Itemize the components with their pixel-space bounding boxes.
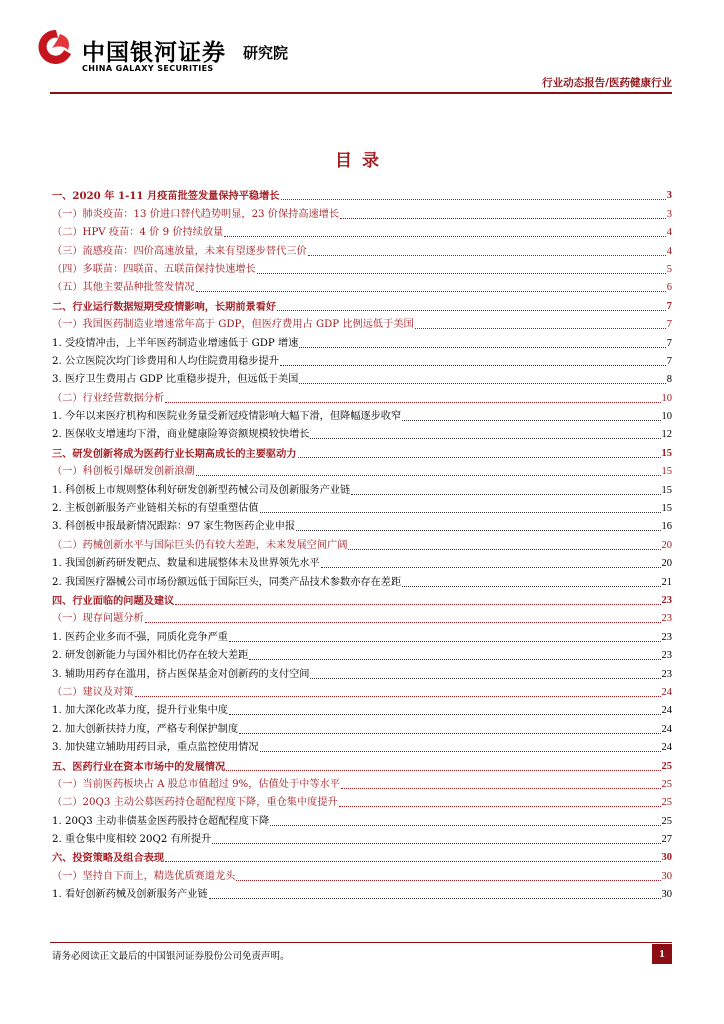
toc-entry-text: （五）其他主要品种批签发情况 [52, 282, 195, 294]
toc-leader-dots [299, 383, 665, 384]
toc-entry-text: 1. 看好创新药械及创新服务产业链 [52, 889, 208, 901]
toc-entry-text: （二）HPV 疫苗：4 价 9 价持续放量 [52, 227, 224, 239]
toc-entry[interactable] [52, 461, 672, 479]
toc-entry-text: 1. 加大深化改革力度，提升行业集中度 [52, 705, 228, 717]
toc-entry[interactable] [52, 534, 672, 552]
toc-entry-text: 2. 公立医院次均门诊费用和人均住院费用稳步提升 [52, 355, 279, 367]
toc-entry[interactable] [52, 829, 672, 847]
toc-entry-page: 15 [661, 503, 672, 515]
toc-entry-text: 五、医药行业在资本市场中的发展情况 [52, 760, 226, 773]
toc-entry-text: （二）行业经营数据分析 [52, 392, 165, 404]
toc-entry-text: （二）20Q3 主动公募医药持仓超配程度下降，重仓集中度提升 [52, 797, 338, 809]
toc-leader-dots [165, 402, 660, 403]
brand-name: 中国银河证券 [82, 40, 226, 66]
toc-entry[interactable] [52, 737, 672, 755]
toc-entry-text: 六、投资策略及组合表现 [52, 852, 165, 865]
toc-entry[interactable] [52, 222, 672, 240]
toc-entry-text: （一）科创板引爆研发创新浪潮 [52, 466, 195, 478]
toc-entry-text: 三、研发创新将成为医药行业长期高成长的主要驱动力 [52, 447, 297, 460]
toc-entry-page: 10 [661, 411, 672, 423]
toc-entry[interactable] [52, 295, 672, 313]
toc-leader-dots [175, 604, 660, 605]
toc-leader-dots [402, 586, 660, 587]
toc-entry-page: 7 [666, 300, 672, 312]
toc-leader-dots [145, 622, 661, 623]
toc-entry-text: 3. 加快建立辅助用药目录，重点监控使用情况 [52, 742, 259, 754]
toc-entry[interactable] [52, 277, 672, 295]
disclaimer: 请务必阅读正文最后的中国银河证券股份公司免责声明。 [52, 951, 290, 962]
toc-entry-text: 2. 主板创新服务产业链相关标的有望重塑估值 [52, 503, 259, 515]
toc-leader-dots [226, 770, 660, 771]
toc-entry-page: 24 [661, 742, 672, 754]
toc-entry-page: 24 [661, 686, 672, 698]
toc-entry-text: 3. 辅助用药存在滥用，挤占医保基金对创新药的支付空间 [52, 668, 310, 680]
toc-leader-dots [340, 218, 666, 219]
toc-entry[interactable] [52, 865, 672, 883]
toc-entry[interactable] [52, 387, 672, 405]
toc-entry-page: 7 [666, 319, 672, 331]
toc-entry-text: （一）我国医药制造业增速常年高于 GDP，但医疗费用占 GDP 比例远低于美国 [52, 319, 414, 331]
toc-entry[interactable] [52, 810, 672, 828]
toc-entry[interactable] [52, 755, 672, 773]
toc-leader-dots [277, 310, 666, 311]
toc-leader-dots [229, 641, 661, 642]
toc-entry-page: 4 [666, 245, 672, 257]
toc-leader-dots [236, 880, 660, 881]
toc-entry[interactable] [52, 645, 672, 663]
toc-entry[interactable] [52, 259, 672, 277]
toc-entry-text: （一）坚持自下而上，精选优质赛道龙头 [52, 870, 236, 882]
toc-entry-page: 3 [666, 208, 672, 220]
toc-entry-page: 23 [661, 668, 672, 680]
toc-entry-page: 24 [661, 705, 672, 717]
toc-entry[interactable] [52, 847, 672, 865]
toc-entry-text: （二）建议及对策 [52, 686, 134, 698]
toc-entry-page: 23 [661, 613, 672, 625]
institute-name: 研究院 [243, 44, 289, 62]
toc-entry[interactable] [52, 682, 672, 700]
toc-entry-page: 6 [666, 282, 672, 294]
toc-entry[interactable] [52, 351, 672, 369]
toc-leader-dots [229, 714, 661, 715]
toc-leader-dots [339, 806, 661, 807]
toc-leader-dots [260, 751, 661, 752]
toc-leader-dots [348, 549, 660, 550]
toc-entry[interactable] [52, 626, 672, 644]
toc-leader-dots [196, 291, 666, 292]
toc-entry[interactable] [52, 608, 672, 626]
toc-entry[interactable] [52, 442, 672, 460]
toc-entry[interactable] [52, 590, 672, 608]
toc-entry[interactable] [52, 700, 672, 718]
footer-rule [50, 942, 672, 943]
toc-entry-page: 16 [661, 521, 672, 533]
toc-entry[interactable] [52, 185, 672, 203]
toc-entry-text: 1. 医药企业多而不强，同质化竞争严重 [52, 631, 228, 643]
toc-entry[interactable] [52, 553, 672, 571]
toc-entry-text: 1. 20Q3 主动非债基金医药股持仓超配程度下降 [52, 815, 270, 827]
toc-entry-text: 二、行业运行数据短期受疫情影响，长期前景看好 [52, 300, 277, 313]
toc-entry-page: 30 [661, 852, 672, 864]
toc-entry-page: 23 [661, 594, 672, 606]
toc-leader-dots [249, 659, 660, 660]
toc-entry[interactable] [52, 571, 672, 589]
toc-leader-dots [224, 236, 665, 237]
toc-leader-dots [260, 512, 661, 513]
toc-entry-page: 25 [661, 778, 672, 790]
toc-entry-text: （一）当前医药板块占 A 股总市值超过 9%，估值处于中等水平 [52, 778, 340, 790]
toc-entry-text: 1. 受疫情冲击，上半年医药制造业增速低于 GDP 增速 [52, 337, 299, 349]
toc-entry-page: 3 [666, 190, 672, 202]
toc-leader-dots [310, 678, 660, 679]
toc-entry-page: 30 [661, 870, 672, 882]
toc-entry-page: 10 [661, 392, 672, 404]
toc-leader-dots [257, 273, 666, 274]
toc-entry-text: （四）多联苗：四联苗、五联苗保持快速增长 [52, 263, 256, 275]
document-type: 行业动态报告/医药健康行业 [542, 77, 672, 89]
toc-leader-dots [281, 199, 666, 200]
toc-entry-page: 15 [661, 447, 672, 459]
toc-leader-dots [351, 494, 660, 495]
toc-entry-text: 2. 医保收支增速均下滑，商业健康险筹资额规模较快增长 [52, 429, 310, 441]
toc-entry-page: 12 [661, 429, 672, 441]
toc-entry-page: 24 [661, 723, 672, 735]
toc-leader-dots [415, 328, 666, 329]
toc-entry-text: （三）流感疫苗：四价高速放量，未来有望逐步替代三价 [52, 245, 307, 257]
toc-entry[interactable] [52, 663, 672, 681]
toc-entry-text: 2. 加大创新扶持力度，严格专利保护制度 [52, 723, 239, 735]
toc-leader-dots [299, 347, 665, 348]
toc-entry-text: 一、2020 年 1-11 月疫苗批签发量保持平稳增长 [52, 190, 280, 203]
toc-entry-text: 四、行业面临的问题及建议 [52, 594, 175, 607]
toc-leader-dots [298, 457, 661, 458]
toc-entry-page: 8 [666, 374, 672, 386]
toc-entry-text: （一）现存问题分析 [52, 613, 144, 625]
brand-name-english: CHINA GALAXY SECURITIES [82, 64, 214, 73]
toc-entry-page: 5 [666, 263, 672, 275]
toc-entry-text: 2. 我国医疗器械公司市场份额远低于国际巨头，同类产品技术参数亦存在差距 [52, 576, 402, 588]
toc-entry[interactable] [52, 203, 672, 221]
toc-entry-page: 15 [661, 466, 672, 478]
toc-title: 目录 [335, 151, 389, 171]
toc-leader-dots [280, 365, 666, 366]
toc-leader-dots [402, 420, 660, 421]
toc-entry-text: （二）药械创新水平与国际巨头仍有较大差距，未来发展空间广阔 [52, 539, 348, 551]
toc-leader-dots [321, 567, 661, 568]
toc-entry[interactable] [52, 369, 672, 387]
toc-leader-dots [296, 530, 660, 531]
toc-leader-dots [212, 843, 660, 844]
toc-leader-dots [270, 825, 660, 826]
toc-entry-text: 3. 医疗卫生费用占 GDP 比重稳步提升，但远低于美国 [52, 374, 299, 386]
toc-entry[interactable] [52, 718, 672, 736]
toc-entry[interactable] [52, 314, 672, 332]
toc-entry-page: 30 [661, 889, 672, 901]
toc-entry-text: （一）肺炎疫苗：13 价进口替代趋势明显，23 价保持高速增长 [52, 208, 340, 220]
toc-leader-dots [341, 788, 661, 789]
toc-entry[interactable] [52, 774, 672, 792]
page-number: 1 [652, 944, 672, 964]
toc-entry[interactable] [52, 884, 672, 902]
toc-entry-page: 7 [666, 355, 672, 367]
toc-entry[interactable] [52, 479, 672, 497]
toc-entry-text: 3. 科创板申报最新情况跟踪：97 家生物医药企业申报 [52, 521, 296, 533]
toc-entry-text: 2. 研发创新能力与国外相比仍存在较大差距 [52, 650, 249, 662]
toc-entry-page: 25 [661, 815, 672, 827]
toc-entry[interactable] [52, 406, 672, 424]
toc-leader-dots [239, 733, 660, 734]
galaxy-logo-icon [38, 28, 74, 66]
toc-entry-page: 4 [666, 227, 672, 239]
toc-entry-text: 1. 我国创新药研发靶点、数量和进展整体未及世界领先水平 [52, 558, 320, 570]
toc-leader-dots [308, 255, 666, 256]
toc-entry-page: 27 [661, 834, 672, 846]
header-rule [50, 92, 672, 94]
toc-entry-page: 25 [661, 760, 672, 772]
toc-entry-page: 20 [661, 558, 672, 570]
toc-entry-page: 20 [661, 539, 672, 551]
toc-leader-dots [135, 696, 661, 697]
toc-entry[interactable] [52, 516, 672, 534]
toc-entry-page: 21 [661, 576, 672, 588]
toc-leader-dots [310, 438, 660, 439]
toc-entry-text: 2. 重仓集中度相较 20Q2 有所提升 [52, 834, 212, 846]
toc-entry-page: 7 [666, 337, 672, 349]
toc-entry[interactable] [52, 498, 672, 516]
toc-entry-page: 15 [661, 484, 672, 496]
toc-entry-page: 23 [661, 650, 672, 662]
toc-entry-text: 1. 今年以来医疗机构和医院业务量受新冠疫情影响大幅下滑，但降幅逐步收窄 [52, 411, 402, 423]
table-of-contents [52, 185, 672, 902]
toc-entry[interactable] [52, 240, 672, 258]
toc-entry[interactable] [52, 792, 672, 810]
toc-entry-page: 23 [661, 631, 672, 643]
toc-leader-dots [196, 475, 661, 476]
toc-entry[interactable] [52, 332, 672, 350]
toc-entry[interactable] [52, 424, 672, 442]
toc-entry-text: 1. 科创板上市规则整体利好研发创新型药械公司及创新服务产业链 [52, 484, 351, 496]
toc-entry-page: 25 [661, 797, 672, 809]
toc-leader-dots [209, 898, 661, 899]
toc-leader-dots [165, 861, 660, 862]
